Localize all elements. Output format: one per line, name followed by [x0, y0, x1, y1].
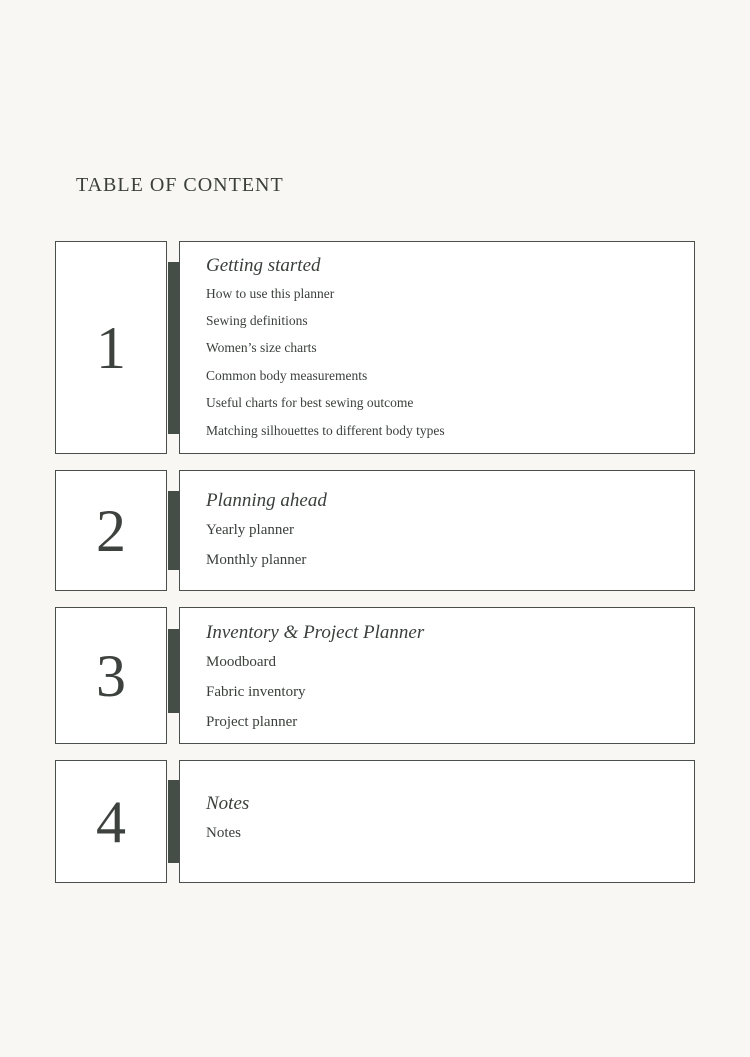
- section-number: 2: [96, 497, 126, 564]
- section-number: 4: [96, 788, 126, 855]
- section-title[interactable]: Inventory & Project Planner: [206, 622, 425, 643]
- section-number: 1: [96, 314, 126, 381]
- section-content-box: [179, 607, 695, 744]
- section-content-box: [179, 241, 695, 454]
- section-title[interactable]: Planning ahead: [206, 490, 327, 511]
- toc-item[interactable]: Yearly planner: [206, 522, 295, 538]
- section-content-box: [179, 470, 695, 591]
- toc-item[interactable]: Sewing definitions: [206, 313, 308, 328]
- toc-item[interactable]: Fabric inventory: [206, 684, 306, 700]
- toc-item[interactable]: Notes: [206, 825, 241, 841]
- section-tab-bar: [168, 629, 179, 713]
- page-title: TABLE OF CONTENT: [76, 174, 284, 196]
- section-content-box: [179, 760, 695, 883]
- toc-item[interactable]: Monthly planner: [206, 552, 307, 568]
- section-number-box: [55, 241, 167, 454]
- toc-item[interactable]: Useful charts for best sewing outcome: [206, 395, 414, 410]
- toc-item[interactable]: Women’s size charts: [206, 340, 317, 355]
- section-number: 3: [96, 642, 126, 709]
- section-tab-bar: [168, 780, 179, 863]
- section-title[interactable]: Notes: [206, 793, 250, 814]
- toc-item[interactable]: Moodboard: [206, 654, 276, 670]
- toc-item[interactable]: Project planner: [206, 714, 298, 730]
- section-tab-bar: [168, 491, 179, 570]
- section-tab-bar: [168, 262, 179, 434]
- toc-item[interactable]: Common body measurements: [206, 368, 368, 383]
- section-number-box: [55, 607, 167, 744]
- section-title[interactable]: Getting started: [206, 255, 321, 276]
- section-number-box: [55, 760, 167, 883]
- toc-item[interactable]: How to use this planner: [206, 286, 335, 301]
- toc-item[interactable]: Matching silhouettes to different body types: [206, 423, 445, 438]
- section-number-box: [55, 470, 167, 591]
